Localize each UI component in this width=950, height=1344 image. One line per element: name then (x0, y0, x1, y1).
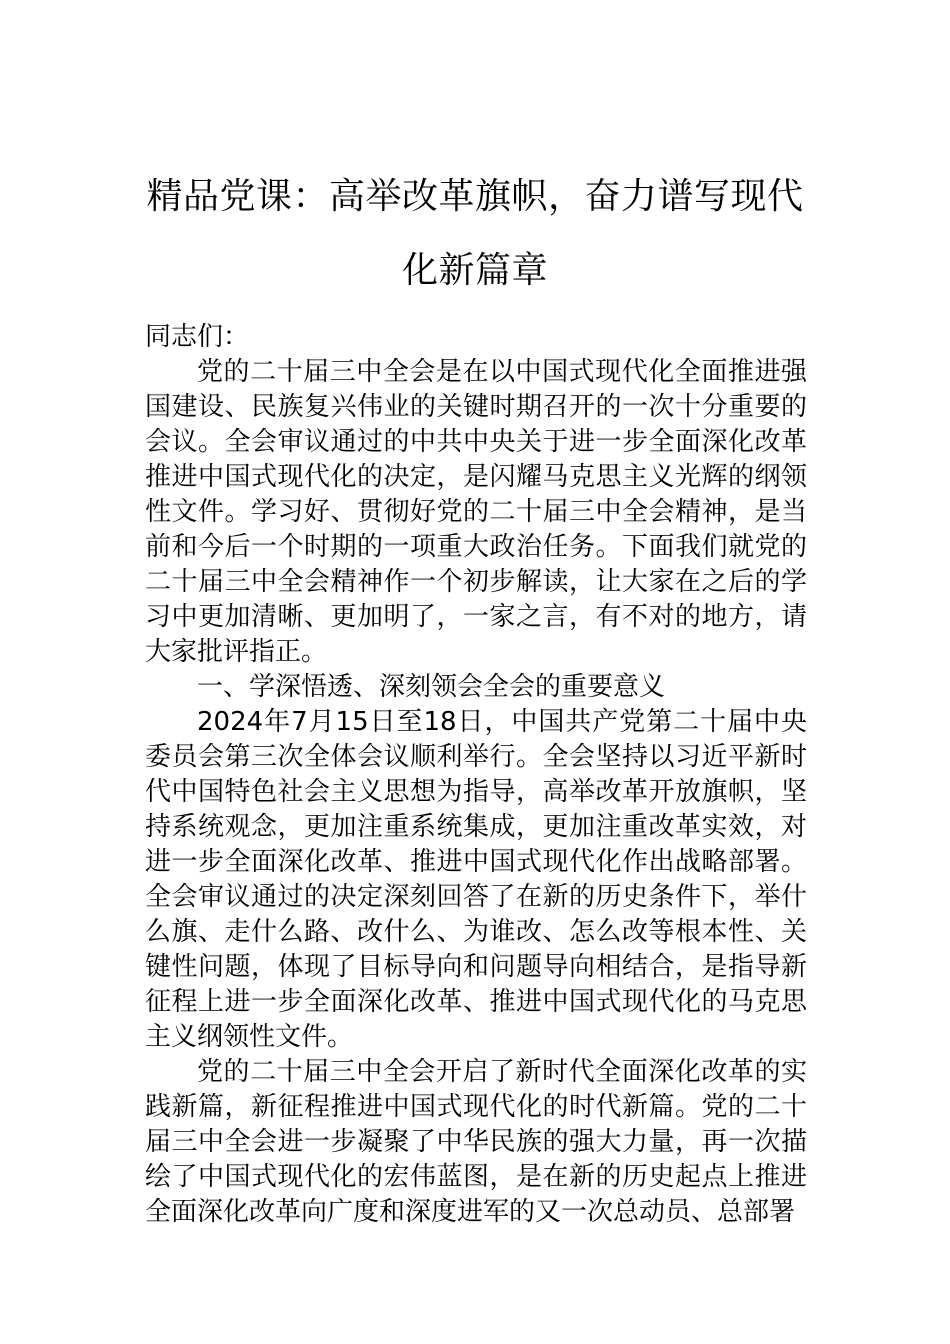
paragraph-significance: 党的二十届三中全会开启了新时代全面深化改革的实践新篇，新征程推进中国式现代化的时代新篇。党的二十届三中全会进一步凝聚了中华民族的强大力量，再一次描绘了中国式现代化的宏伟蓝图，是在新的历史起点上推进全面深化改革向广度和深度进军的又一次总动员、总部署 (145, 1057, 807, 1227)
document-body (145, 320, 807, 1230)
paragraph-plenum-summary: 2024年7月15日至18日，中国共产党第二十届中央委员会第三次全体会议顺利举行。全会坚持以习近平新时代中国特色社会主义思想为指导，高举改革开放旗帜，坚持系统观念，更加注重系统集成，更加注重改革实效，对进一步全面深化改革、推进中国式现代化作出战略部署。全会审议通过的决定深刻回答了在新的历史条件下，举什么旗、走什么路、改什么、为谁改、怎么改等根本性、关键性问题，体现了目标导向和问题导向相结合，是指导新征程上进一步全面深化改革、推进中国式现代化的马克思主义纲领性文件。 (145, 707, 807, 1052)
salutation: 同志们： (145, 322, 250, 352)
section-heading: 一、学深悟透、深刻领会全会的重要意义 (197, 672, 666, 702)
paragraph-intro: 党的二十届三中全会是在以中国式现代化全面推进强国建设、民族复兴伟业的关键时期召开的一次十分重要的会议。全会审议通过的中共中央关于进一步全面深化改革推进中国式现代化的决定，是闪耀马克思主义光辉的纲领性文件。学习好、贯彻好党的二十届三中全会精神，是当前和今后一个时期的一项重大政治任务。下面我们就党的二十届三中全会精神作一个初步解读，让大家在之后的学习中更加清晰、更加明了，一家之言，有不对的地方，请大家批评指正。 (145, 357, 807, 667)
document-title: 精品党课：高举改革旗帜，奋力谱写现代化新篇章 (146, 176, 804, 291)
